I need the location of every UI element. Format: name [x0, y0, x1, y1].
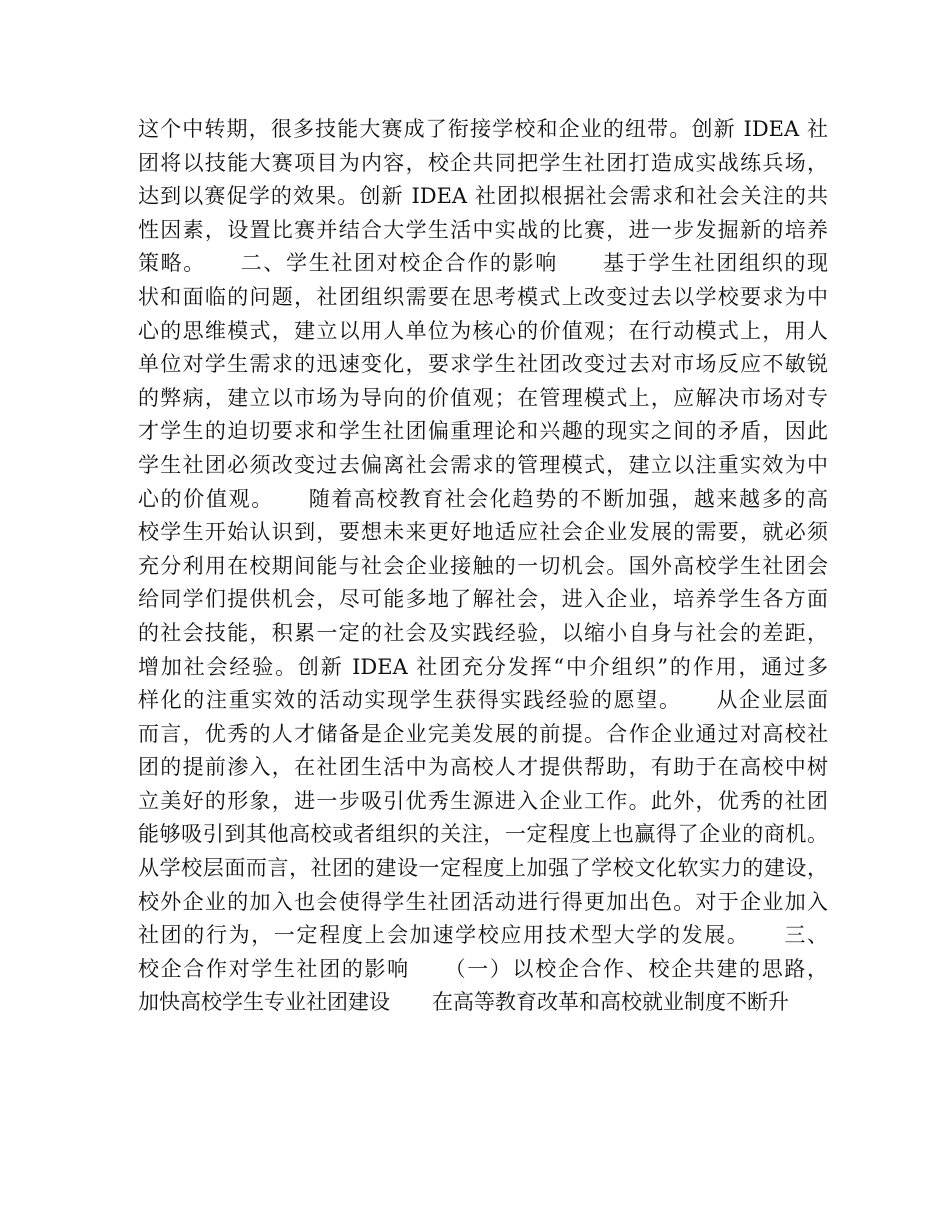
text-line: 的社会技能，积累一定的社会及实践经验，以缩小自身与社会的差距，: [138, 620, 828, 645]
text-line: 策略。 二、学生社团对校企合作的影响 基于学生社团组织的现: [138, 251, 828, 276]
text-line: 给同学们提供机会，尽可能多地了解社会，进入企业，培养学生各方面: [138, 587, 828, 612]
text-line: 样化的注重实效的活动实现学生获得实践经验的愿望。 从企业层面: [138, 688, 828, 713]
text-line: 校企合作对学生社团的影响 （一）以校企合作、校企共建的思路，: [138, 956, 828, 981]
text-line: 性因素，设置比赛并结合大学生活中实战的比赛，进一步发掘新的培养: [138, 217, 828, 242]
text-line: 立美好的形象，进一步吸引优秀生源进入企业工作。此外，优秀的社团: [138, 788, 828, 813]
text-line: 状和面临的问题，社团组织需要在思考模式上改变过去以学校要求为中: [138, 284, 828, 309]
text-line: 校外企业的加入也会使得学生社团活动进行得更加出色。对于企业加入: [138, 889, 828, 914]
text-line: 能够吸引到其他高校或者组织的关注，一定程度上也赢得了企业的商机。: [138, 822, 828, 847]
text-line: 达到以赛促学的效果。创新 IDEA 社团拟根据社会需求和社会关注的共: [138, 184, 828, 209]
text-line: 充分利用在校期间能与社会企业接触的一切机会。国外高校学生社团会: [138, 553, 828, 578]
text-line: 团将以技能大赛项目为内容，校企共同把学生社团打造成实战练兵场，: [138, 150, 828, 175]
text-line: 增加社会经验。创新 IDEA 社团充分发挥“中介组织”的作用，通过多: [138, 654, 828, 679]
text-line: 心的价值观。 随着高校教育社会化趋势的不断加强，越来越多的高: [138, 486, 828, 511]
text-line: 从学校层面而言，社团的建设一定程度上加强了学校文化软实力的建设，: [138, 856, 828, 881]
text-line: 而言，优秀的人才储备是企业完美发展的前提。合作企业通过对高校社: [138, 721, 828, 746]
text-line: 的弊病，建立以市场为导向的价值观；在管理模式上，应解决市场对专: [138, 385, 828, 410]
text-line: 加快高校学生专业社团建设 在高等教育改革和高校就业制度不断升: [138, 990, 789, 1015]
text-line: 单位对学生需求的迅速变化，要求学生社团改变过去对市场反应不敏锐: [138, 352, 828, 377]
text-line: 才学生的迫切要求和学生社团偏重理论和兴趣的现实之间的矛盾，因此: [138, 419, 828, 444]
text-line: 校学生开始认识到，要想未来更好地适应社会企业发展的需要，就必须: [138, 520, 828, 545]
text-line: 这个中转期，很多技能大赛成了衔接学校和企业的纽带。创新 IDEA 社: [138, 117, 828, 141]
text-line: 社团的行为，一定程度上会加速学校应用技术型大学的发展。 三、: [138, 923, 828, 948]
body-text: [138, 113, 828, 1020]
text-line: 团的提前渗入，在社团生活中为高校人才提供帮助，有助于在高校中树: [138, 755, 828, 780]
text-line: 心的思维模式，建立以用人单位为核心的价值观；在行动模式上，用人: [138, 318, 828, 343]
text-line: 学生社团必须改变过去偏离社会需求的管理模式，建立以注重实效为中: [138, 452, 828, 477]
